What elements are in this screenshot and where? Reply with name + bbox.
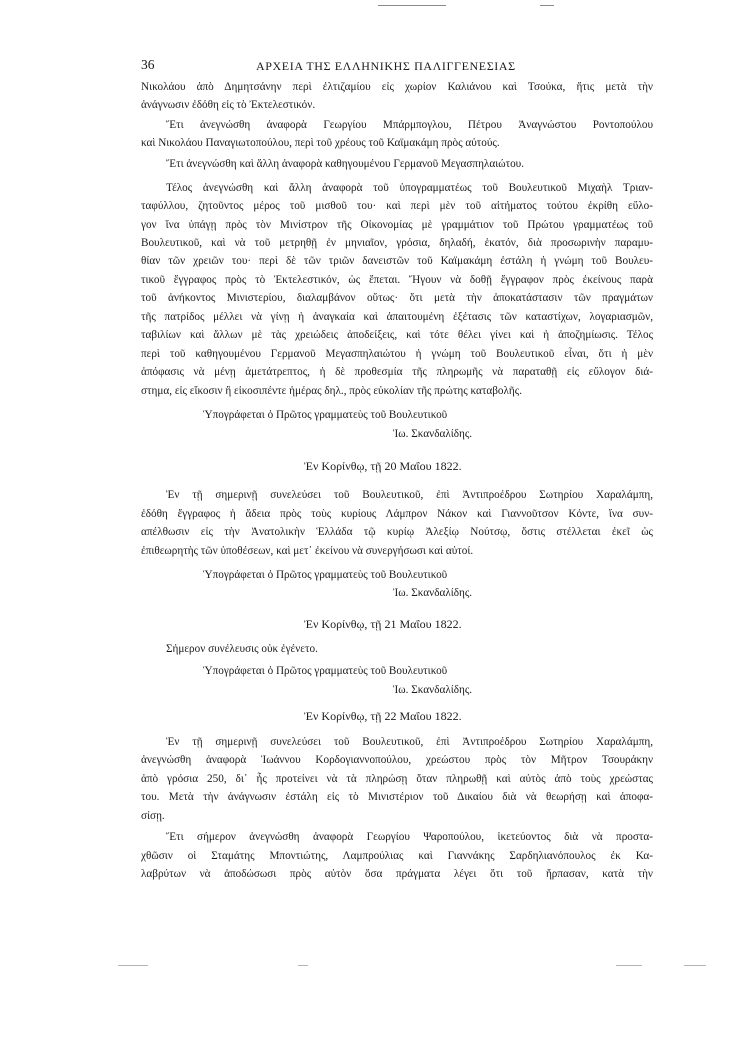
text-line: Τέλος ἀνεγνώσθη καὶ ἄλλη ἀναφορὰ τοῦ ὑπογραμματέως τοῦ Βουλευτικοῦ Μιχαὴλ Τριαν- bbox=[166, 182, 653, 194]
text-line: καὶ Νικολάου Παναγιωτοπούλου, περὶ τοῦ χρέους τοῦ Καϊμακάμη πρὸς αὐτούς. bbox=[141, 137, 500, 149]
scan-edge-mark bbox=[118, 965, 148, 966]
text-line: ἐπιθεωρητὴς τῶν ὑποθέσεων, καὶ μετ᾽ ἐκείνου νὰ συνεργήσωσι καὶ αὐτοί. bbox=[141, 545, 474, 557]
text-line: σίσῃ. bbox=[141, 810, 165, 822]
signature-line: Ὑπογράφεται ὁ Πρῶτος γραμματεὺς τοῦ Βουλευτικοῦ bbox=[203, 569, 448, 581]
text-line: στημα, εἰς εἴκοσιν ἢ εἰκοσιπέντε ἡμέρας δηλ., πρὸς εὐκολίαν τῆς πρώτης καταβολῆς. bbox=[141, 385, 522, 397]
date-heading: Ἐν Κορίνθῳ, τῇ 22 Μαΐου 1822. bbox=[304, 709, 462, 723]
text-line: ἀνάγνωσιν ἐδόθη εἰς τὸ Ἐκτελεστικόν. bbox=[141, 99, 316, 111]
signature-name: Ἰω. Σκανδαλίδης. bbox=[393, 684, 473, 696]
text-line: Ἐν τῇ σημερινῇ συνελεύσει τοῦ Βουλευτικοῦ, ἐπὶ Ἀντιπροέδρου Σωτηρίου Χαραλάμπη, bbox=[166, 736, 653, 748]
text-line: λαβρύτων νὰ ἀποδώσωσι πρὸς αὐτὸν ὅσα πράγματα λέγει ὅτι τοῦ ἥρπασαν, κατὰ τὴν bbox=[141, 868, 653, 880]
text-line: ταβιλίων καὶ ἄλλων μὲ τὰς χρειώδεις ἀποδείξεις, καὶ τότε θέλει γίνει καὶ ἡ ἀποζημίωσις. Τέλος bbox=[141, 329, 653, 341]
text-line: απέλθωσιν εἰς τὴν Ἀνατολικὴν Ἑλλάδα τῷ κυρίῳ Ἀλεξίῳ Νούτσῳ, ὅστις στέλλεται ἐκεῖ ὡς bbox=[141, 526, 653, 538]
text-line: τοῦ ἀνήκοντος Μινιστερίου, διαλαμβάνον οὕτως· ὅτι μετὰ τὴν ἀποκατάστασιν τῶν πραγμάτων bbox=[141, 292, 653, 304]
scan-edge-mark bbox=[378, 5, 446, 6]
text-line: Ἔτι ἀνεγνώσθη ἀναφορὰ Γεωργίου Μπάρμπογλου, Πέτρου Ἀναγνώστου Ροντοπούλου bbox=[166, 119, 653, 131]
date-heading: Ἐν Κορίνθῳ, τῇ 21 Μαΐου 1822. bbox=[304, 617, 462, 631]
page-number: 36 bbox=[141, 57, 155, 72]
scan-edge-mark bbox=[684, 965, 706, 966]
signature-name: Ἰω. Σκανδαλίδης. bbox=[393, 428, 473, 440]
text-line: ταφύλλου, ζητοῦντος μέρος τοῦ μισθοῦ του· καὶ περὶ μὲν τοῦ αἰτήματος τούτου ἐκρίθη εὔλο- bbox=[141, 200, 653, 212]
text-line: Ἐν τῇ σημερινῇ συνελεύσει τοῦ Βουλευτικοῦ, ἐπὶ Ἀντιπροέδρου Σωτηρίου Χαραλάμπη, bbox=[166, 489, 653, 501]
text-line: Ἔτι ἀνεγνώσθη καὶ ἄλλη ἀναφορὰ καθηγουμένου Γερμανοῦ Μεγασπηλαιώτου. bbox=[166, 158, 525, 170]
text-line: ἀνεγνώσθη ἀναφορὰ Ἰωάννου Κορδογιαννοπούλου, χρεώστου πρὸς τὸν Μῆτρον Τσουράκην bbox=[141, 754, 653, 766]
signature-name: Ἰω. Σκανδαλίδης. bbox=[393, 587, 473, 599]
text-line: του. Μετὰ τὴν ἀνάγνωσιν ἐστάλη εἰς τὸ Μινιστέριον τοῦ Δικαίου διὰ νὰ θεωρήσῃ καὶ ἀποφα- bbox=[141, 791, 653, 803]
text-line: Ἔτι σήμερον ἀνεγνώσθη ἀναφορὰ Γεωργίου Ψαροπούλου, ἱκετεύοντος διὰ νὰ προστα- bbox=[166, 831, 653, 843]
signature-line: Ὑπογράφεται ὁ Πρῶτος γραμματεὺς τοῦ Βουλευτικοῦ bbox=[203, 665, 448, 677]
text-line: χθῶσιν οἱ Σταμάτης Μποντιώτης, Λαμπρούλιας καὶ Γιαννάκης Σαρδηλιανόπουλος ἐκ Κα- bbox=[141, 850, 653, 862]
scan-edge-mark bbox=[298, 965, 308, 966]
text-line: ἐδόθη ἔγγραφος ἡ ἄδεια πρὸς τοὺς κυρίους Λάμπρον Νάκον καὶ Γιαννοῦτσον Κόντε, ἵνα συν- bbox=[141, 508, 653, 520]
text-line: περὶ τοῦ καθηγουμένου Γερμανοῦ Μεγασπηλαιώτου ἡ γνώμη τοῦ Βουλευτικοῦ εἶναι, ὅτι ἡ μὲν bbox=[141, 348, 653, 360]
text-line: τικοῦ ἔγγραφος πρὸς τὸ Ἐκτελεστικόν, ὡς ἔπεται. Ἤγουν νὰ δοθῇ ἔγγραφον πρὸς ἐκείνους παρὰ bbox=[141, 274, 653, 286]
text-line: θίαν τῶν χρειῶν του· περὶ δὲ τῶν τριῶν δανειστῶν τοῦ Καϊμακάμη ἐστάλη ἡ γνώμη τοῦ Βουλευ- bbox=[141, 255, 653, 267]
text-line: Βουλευτικοῦ, καὶ νὰ τοῦ μετρηθῇ ἐν μηνιαῖον, γρόσια, δηλαδή, ἑκατόν, διὰ προσωρινὴν παραμυ- bbox=[141, 237, 653, 249]
text-line: Σήμερον συνέλευσις οὐκ ἐγένετο. bbox=[166, 643, 318, 655]
scan-edge-mark bbox=[616, 965, 642, 966]
text-line: τῆς πατρίδος μέλλει νὰ γίνῃ ἡ ἀναγκαία καὶ ἀπαιτουμένη ἐξέτασις τῶν καταστίχων, λογαριασμῶν, bbox=[141, 311, 653, 323]
text-line: Νικολάου ἀπὸ Δημητσάνην περὶ ἐλτιζαμίου εἰς χωρίον Καλιάνου καὶ Τσούκα, ἥτις μετὰ τὴν bbox=[141, 81, 653, 93]
signature-line: Ὑπογράφεται ὁ Πρῶτος γραμματεὺς τοῦ Βουλευτικοῦ bbox=[203, 409, 448, 421]
scan-edge-mark bbox=[540, 5, 554, 6]
text-line: ἀπόφασις νὰ μένῃ ἀμετάτρεπτος, ἡ δὲ προθεσμία τῆς πληρωμῆς νὰ παραταθῇ εἰς εὔλογον διά- bbox=[141, 366, 653, 378]
running-title: ΑΡΧΕΙΑ ΤΗΣ ΕΛΛΗΝΙΚΗΣ ΠΑΛΙΓΓΕΝΕΣΙΑΣ bbox=[256, 59, 516, 73]
text-line: ἀπὸ γρόσια 250, δι᾽ ἧς προτείνει νὰ τὰ πληρώσῃ ὅταν πληρωθῇ καὶ αὐτὸς ἀπὸ τοὺς χρεώστας bbox=[141, 773, 653, 785]
date-heading: Ἐν Κορίνθῳ, τῇ 20 Μαΐου 1822. bbox=[304, 459, 462, 473]
text-line: γον ἵνα ὑπάγῃ πρὸς τὸν Μινίστρον τῆς Οἰκονομίας μὲ γραμμάτιον τοῦ Πρώτου γραμματέως τοῦ bbox=[141, 219, 653, 231]
